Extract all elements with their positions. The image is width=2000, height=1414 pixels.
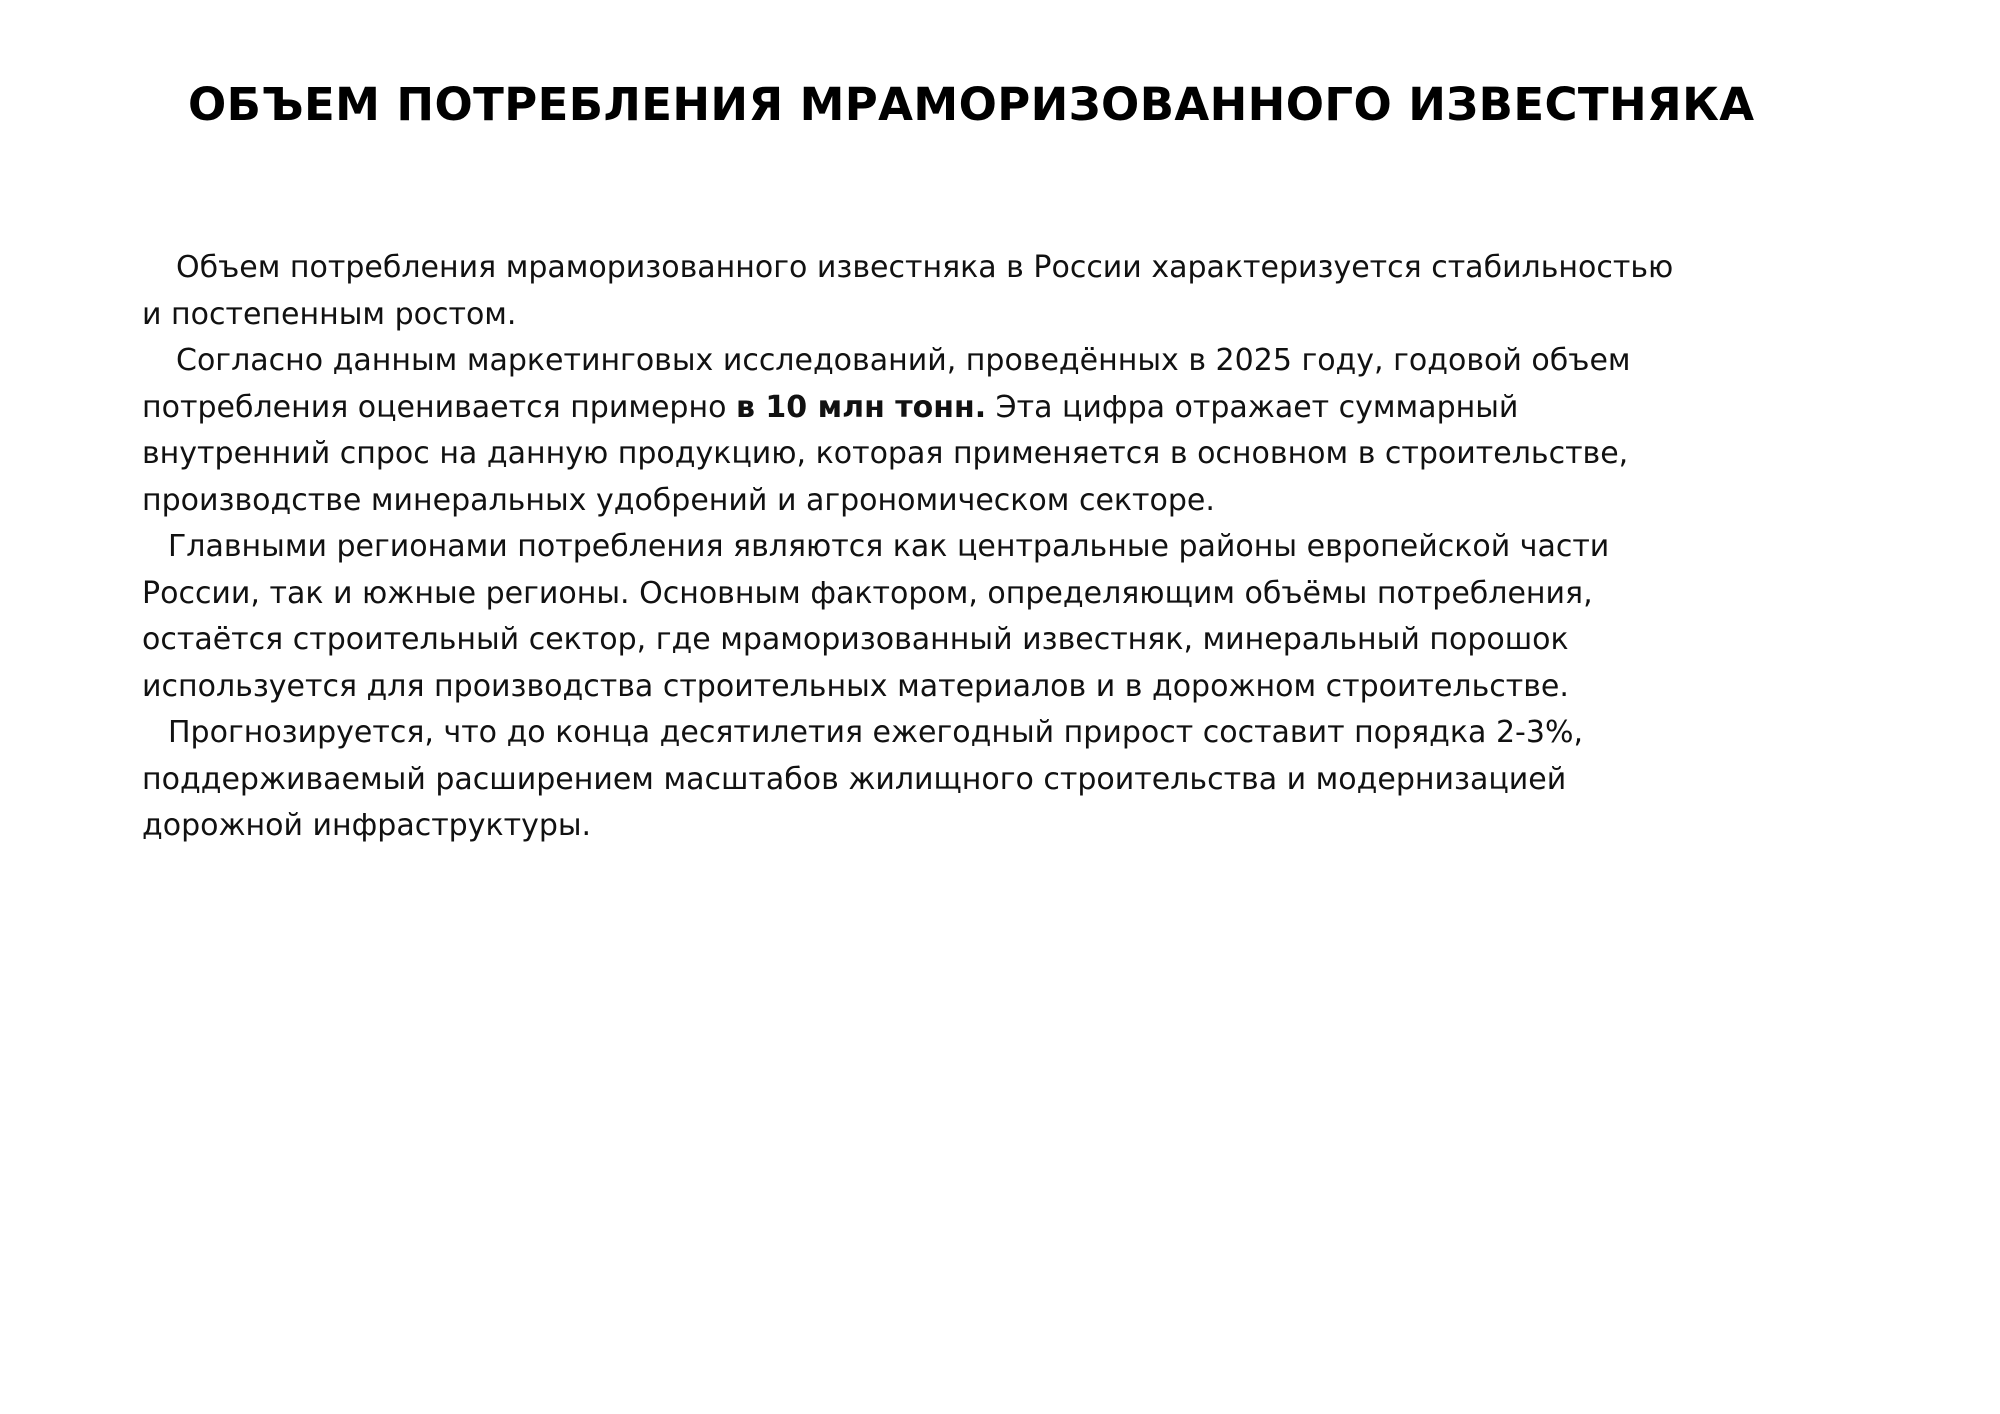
- text-line: России, так и южные регионы. Основным фактором, определяющим объёмы потребления,: [142, 575, 1593, 611]
- text-line: Прогнозируется, что до конца десятилетия ежегодный прирост составит порядка 2-3%,: [168, 715, 1583, 750]
- text-segment: Эта цифра отражает суммарный: [986, 389, 1519, 425]
- text-line: [142, 385, 1782, 432]
- paragraph-forecast: [142, 710, 1782, 850]
- text-line: поддерживаемый расширением масштабов жилищного строительства и модернизацией: [142, 761, 1567, 797]
- paragraph-intro: [142, 245, 1782, 338]
- consumption-volume-highlight: в 10 млн тонн.: [735, 389, 987, 425]
- text-line: используется для производства строительных материалов и в дорожном строительстве.: [142, 668, 1569, 704]
- text-segment: потребления оценивается примерно: [142, 389, 736, 425]
- document-title: ОБЪЕМ ПОТРЕБЛЕНИЯ МРАМОРИЗОВАННОГО ИЗВЕСТНЯКА: [188, 78, 1755, 131]
- text-line: производстве минеральных удобрений и агрономическом секторе.: [142, 482, 1215, 518]
- paragraph-market-research: [142, 338, 1782, 524]
- document-body: [142, 245, 1782, 850]
- text-line: Главными регионами потребления являются как центральные районы европейской части: [168, 529, 1610, 564]
- text-line: и постепенным ростом.: [142, 296, 517, 332]
- text-line: внутренний спрос на данную продукцию, которая применяется в основном в строительстве,: [142, 436, 1629, 471]
- paragraph-regions: [142, 524, 1782, 710]
- text-line: остаётся строительный сектор, где мраморизованный известняк, минеральный порошок: [142, 622, 1569, 657]
- text-line: Согласно данным маркетинговых исследований, проведённых в 2025 году, годовой объем: [176, 343, 1631, 378]
- text-line: Объем потребления мраморизованного известняка в России характеризуется стабильностью: [176, 250, 1674, 285]
- text-line: дорожной инфраструктуры.: [142, 808, 592, 843]
